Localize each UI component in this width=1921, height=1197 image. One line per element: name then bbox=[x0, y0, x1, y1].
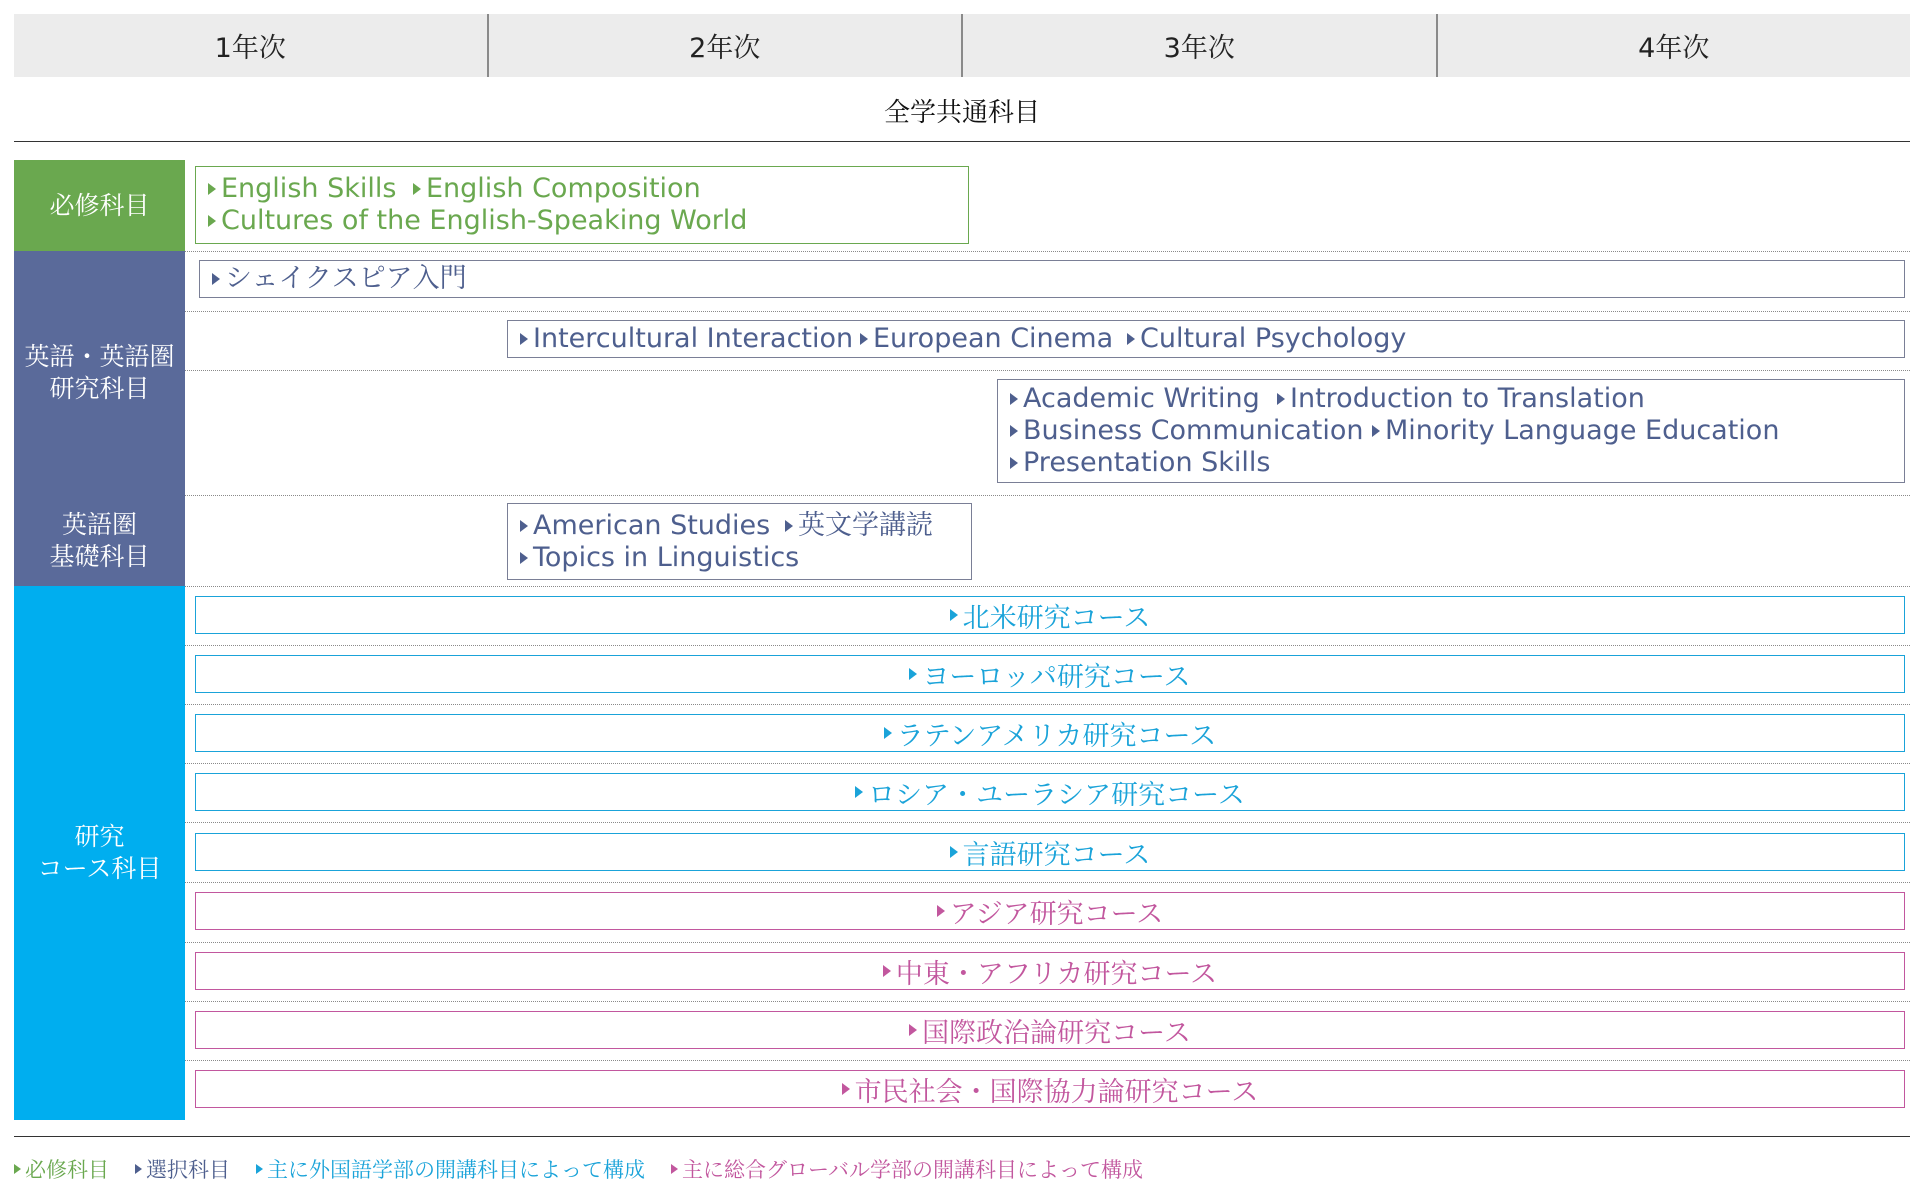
separator bbox=[185, 1060, 1910, 1061]
bullet-icon bbox=[937, 905, 945, 917]
bullet-icon bbox=[785, 520, 793, 532]
year-1: 1年次 bbox=[214, 33, 286, 64]
bullet-icon bbox=[256, 1164, 263, 1174]
bullet-icon bbox=[950, 846, 958, 858]
research-course bbox=[195, 714, 1905, 752]
subject-label: Cultural Psychology bbox=[1140, 323, 1407, 354]
legend bbox=[14, 1154, 1169, 1184]
required-line-2 bbox=[208, 205, 968, 237]
legend-label: 主に総合グローバル学部の開講科目によって構成 bbox=[682, 1158, 1143, 1182]
course-label: 市民社会・国際協力論研究コース bbox=[854, 1076, 1259, 1108]
research-course bbox=[195, 655, 1905, 693]
category-research-courses bbox=[14, 586, 185, 1120]
research-course bbox=[195, 833, 1905, 871]
english-studies-line bbox=[1010, 383, 1904, 415]
english-basics-line bbox=[520, 510, 971, 542]
bullet-icon bbox=[212, 273, 220, 285]
separator bbox=[185, 645, 1910, 646]
subject-item bbox=[860, 323, 1127, 355]
course-label: ロシア・ユーラシア研究コース bbox=[868, 779, 1245, 811]
bullet-icon bbox=[1010, 425, 1018, 437]
research-course bbox=[195, 952, 1905, 990]
subject-item bbox=[212, 263, 467, 295]
course-label: 中東・アフリカ研究コース bbox=[895, 958, 1218, 990]
separator bbox=[185, 495, 1910, 496]
category-english-basics-line1: 英語圏 bbox=[61, 509, 137, 539]
legend-foreign-language bbox=[256, 1154, 645, 1184]
subject-label: シェイクスピア入門 bbox=[225, 263, 467, 294]
bullet-icon bbox=[671, 1164, 678, 1174]
research-course bbox=[195, 1070, 1905, 1108]
subject-item bbox=[1010, 383, 1277, 415]
subject-item bbox=[785, 510, 933, 542]
legend-label: 主に外国語学部の開講科目によって構成 bbox=[267, 1158, 645, 1182]
bullet-icon bbox=[860, 333, 868, 345]
bottom-rule bbox=[14, 1136, 1910, 1137]
english-basics-box bbox=[507, 503, 972, 580]
legend-required bbox=[14, 1154, 109, 1184]
separator bbox=[185, 763, 1910, 764]
separator bbox=[185, 370, 1910, 371]
subject-label: English Composition bbox=[426, 173, 701, 204]
course-label: ラテンアメリカ研究コース bbox=[896, 720, 1217, 752]
bullet-icon bbox=[520, 333, 528, 345]
course-label: ヨーロッパ研究コース bbox=[922, 661, 1191, 693]
subject-label: Introduction to Translation bbox=[1290, 383, 1645, 414]
research-course bbox=[195, 596, 1905, 634]
bullet-icon bbox=[208, 183, 216, 195]
separator bbox=[185, 882, 1910, 883]
legend-global bbox=[671, 1154, 1143, 1184]
bullet-icon bbox=[14, 1164, 21, 1174]
bullet-icon bbox=[884, 727, 892, 739]
subject-item bbox=[1010, 447, 1271, 479]
subject-label: 英文学講読 bbox=[798, 509, 933, 541]
english-studies-line bbox=[520, 323, 1904, 355]
separator bbox=[185, 251, 1910, 252]
research-course bbox=[195, 1011, 1905, 1049]
english-studies-line bbox=[212, 263, 1904, 295]
subject-label: Minority Language Education bbox=[1385, 415, 1780, 446]
category-research-courses-line1: 研究 bbox=[74, 822, 125, 851]
bullet-icon bbox=[413, 183, 421, 195]
english-studies-box-1 bbox=[199, 260, 1905, 298]
category-required-label: 必修科目 bbox=[49, 190, 150, 220]
year-header bbox=[14, 14, 1910, 77]
category-research-courses-line2: コース科目 bbox=[37, 854, 162, 883]
bullet-icon bbox=[520, 520, 528, 532]
subject-item bbox=[1010, 415, 1372, 447]
english-studies-box-3 bbox=[997, 379, 1905, 483]
legend-elective bbox=[135, 1154, 230, 1184]
bullet-icon bbox=[1127, 333, 1135, 345]
separator bbox=[185, 942, 1910, 943]
separator bbox=[185, 704, 1910, 705]
subject-item bbox=[208, 205, 747, 237]
subject-label: Cultures of the English-Speaking World bbox=[221, 205, 748, 236]
research-course bbox=[195, 773, 1905, 811]
subject-label: American Studies bbox=[533, 509, 771, 541]
subject-item bbox=[413, 173, 701, 205]
subject-label: Business Communication bbox=[1023, 415, 1364, 446]
year-3: 3年次 bbox=[961, 14, 1436, 77]
english-studies-box-2 bbox=[507, 320, 1905, 358]
bullet-icon bbox=[1277, 393, 1285, 405]
subject-item bbox=[520, 510, 785, 542]
bullet-icon bbox=[909, 1024, 917, 1036]
category-english-studies-line1: 英語・英語圏 bbox=[24, 342, 175, 371]
common-subjects-label: 全学共通科目 bbox=[883, 97, 1040, 128]
category-required bbox=[14, 160, 185, 251]
english-basics-line bbox=[520, 542, 971, 574]
bullet-icon bbox=[842, 1083, 850, 1095]
subject-item bbox=[208, 173, 413, 205]
english-studies-line bbox=[1010, 447, 1904, 479]
bullet-icon bbox=[1010, 457, 1018, 469]
subject-item bbox=[1372, 415, 1779, 447]
subject-label: Intercultural Interaction bbox=[533, 323, 854, 354]
category-english-studies bbox=[14, 251, 185, 495]
bullet-icon bbox=[135, 1164, 142, 1174]
legend-label: 必修科目 bbox=[25, 1158, 109, 1182]
subject-label: Topics in Linguistics bbox=[533, 541, 800, 573]
separator bbox=[185, 822, 1910, 823]
separator bbox=[185, 1001, 1910, 1002]
research-course bbox=[195, 892, 1905, 930]
bullet-icon bbox=[208, 215, 216, 227]
category-english-basics-line2: 基礎科目 bbox=[49, 541, 150, 571]
subject-label: Presentation Skills bbox=[1023, 447, 1271, 478]
bullet-icon bbox=[909, 668, 917, 680]
legend-label: 選択科目 bbox=[146, 1158, 230, 1182]
year-2: 2年次 bbox=[487, 14, 962, 77]
bullet-icon bbox=[855, 786, 863, 798]
bullet-icon bbox=[883, 965, 891, 977]
separator bbox=[185, 311, 1910, 312]
separator bbox=[185, 586, 1910, 587]
bullet-icon bbox=[1372, 425, 1380, 437]
subject-item bbox=[1277, 383, 1645, 415]
top-rule bbox=[14, 141, 1910, 142]
subject-label: Academic Writing bbox=[1023, 383, 1260, 414]
required-line-1 bbox=[208, 173, 968, 205]
english-studies-line bbox=[1010, 415, 1904, 447]
bullet-icon bbox=[520, 552, 528, 564]
required-subjects-box bbox=[195, 166, 969, 244]
subject-item bbox=[1127, 323, 1406, 355]
subject-label: European Cinema bbox=[873, 323, 1114, 354]
bullet-icon bbox=[950, 609, 958, 621]
category-english-studies-line2: 研究科目 bbox=[49, 374, 150, 403]
subject-label: English Skills bbox=[221, 173, 397, 204]
course-label: 言語研究コース bbox=[962, 839, 1151, 871]
subject-item bbox=[520, 323, 860, 355]
subject-item bbox=[520, 542, 799, 574]
category-english-basics bbox=[14, 495, 185, 586]
course-label: 北米研究コース bbox=[962, 602, 1151, 634]
bullet-icon bbox=[1010, 393, 1018, 405]
year-4: 4年次 bbox=[1436, 14, 1911, 77]
course-label: アジア研究コース bbox=[949, 898, 1164, 930]
course-label: 国際政治論研究コース bbox=[922, 1017, 1191, 1049]
